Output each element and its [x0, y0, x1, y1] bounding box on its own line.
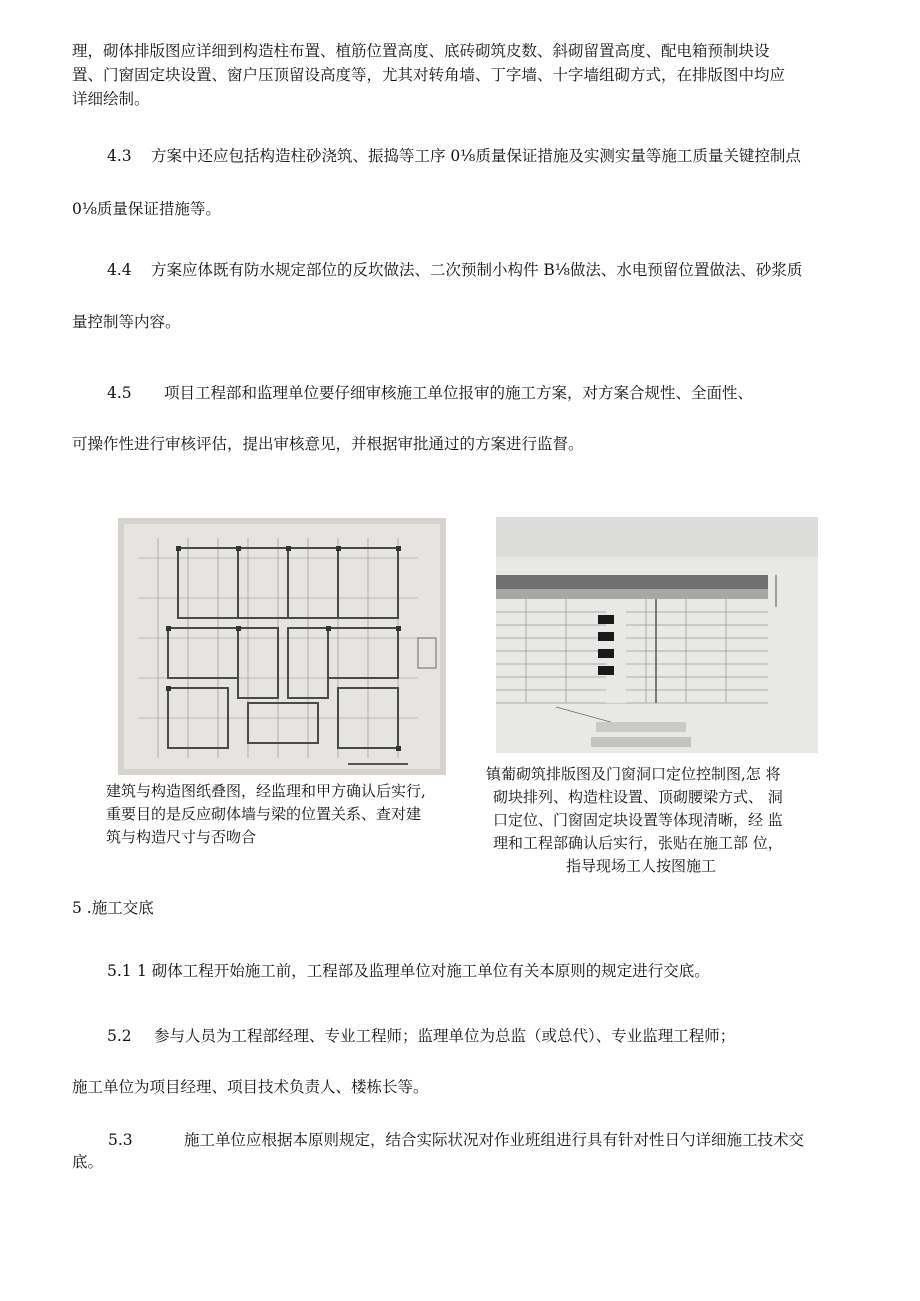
- section-5-2-line-2: 施工单位为项目经理、项目技术负责人、楼栋长等。: [72, 1078, 429, 1096]
- section-5-2-number: 5.2: [107, 1027, 132, 1045]
- section-4-3-text: 方案中还应包括构造柱砂浇筑、振捣等工序 0⅛质量保证措施及实测实量等施工质量关键控制点: [151, 147, 801, 165]
- section-4-3-line-2: 0⅛质量保证措施等。: [72, 200, 221, 218]
- intro-line-1: 理，砌体排版图应详细到构造柱布置、植筋位置高度、底砖砌筑皮数、斜砌留置高度、配电箱预制块设: [72, 42, 770, 60]
- section-4-4-number: 4.4: [107, 261, 132, 279]
- section-4-4-line-1: [107, 259, 802, 281]
- right-caption-line-4: 理和工程部确认后实行，张贴在施工部 位，: [493, 834, 783, 852]
- section-4-5-text: 项目工程部和监理单位要仔细审核施工单位报审的施工方案，对方案合规性、全面性、: [164, 384, 754, 402]
- left-caption-line-1: 建筑与构造图纸叠图，经监理和甲方确认后实行,: [106, 782, 426, 800]
- section-5-1-line: [107, 960, 710, 982]
- section-5-heading: 5 .施工交底: [72, 899, 154, 917]
- section-5-1-number: 5.1: [107, 962, 132, 980]
- section-4-3-line-1: [107, 145, 801, 167]
- intro-line-2: 置、门窗固定块设置、窗户压顶留设高度等，尤其对转角墙、丁字墙、十字墙组砌方式，在排版图中均应: [72, 66, 786, 84]
- section-4-4-text: 方案应体既有防水规定部位的反坎做法、二次预制小构件 B⅛做法、水电预留位置做法、砂浆质: [151, 261, 803, 279]
- left-caption-line-3: 筑与构造尺寸与否吻合: [106, 828, 257, 846]
- overlay-drawing-photo: [118, 518, 446, 775]
- right-caption-line-5: 指导现场工人按图施工: [566, 857, 717, 875]
- section-5-2-line-1: [107, 1025, 735, 1047]
- section-5-3-line-2: 底。: [72, 1153, 104, 1171]
- section-5-3-number: 5.3: [108, 1131, 133, 1149]
- left-caption-line-2: 重要目的是反应砌体墙与梁的位置关系、查对建: [106, 805, 422, 823]
- masonry-layout-photo: [496, 517, 818, 753]
- section-4-5-line-1: [107, 382, 753, 404]
- right-caption-line-3: 口定位、门窗固定块设置等体现清晰，经 监: [493, 811, 783, 829]
- section-4-5-line-2: 可操作性进行审核评估，提出审核意见，并根据审批通过的方案进行监督。: [72, 435, 584, 453]
- section-5-3-line-1: [108, 1129, 804, 1151]
- section-4-4-line-2: 量控制等内容。: [72, 313, 181, 331]
- section-4-5-number: 4.5: [107, 384, 132, 402]
- section-5-1-text: 1 砌体工程开始施工前，工程部及监理单位对施工单位有关本原则的规定进行交底。: [137, 962, 710, 980]
- section-5-3-text: 施工单位应根据本原则规定，结合实际状况对作业班组进行具有针对性日勺详细施工技术交: [184, 1131, 805, 1149]
- right-caption-line-1: 镇葡砌筑排版图及门窗洞口定位控制图,怎 将: [486, 765, 781, 783]
- section-4-3-number: 4.3: [107, 147, 132, 165]
- intro-line-3: 详细绘制。: [72, 90, 150, 108]
- section-5-2-text: 参与人员为工程部经理、专业工程师；监理单位为总监（或总代）、专业监理工程师；: [154, 1027, 736, 1045]
- right-caption-line-2: 砌块排列、构造柱设置、顶砌腰梁方式、 洞: [493, 788, 783, 806]
